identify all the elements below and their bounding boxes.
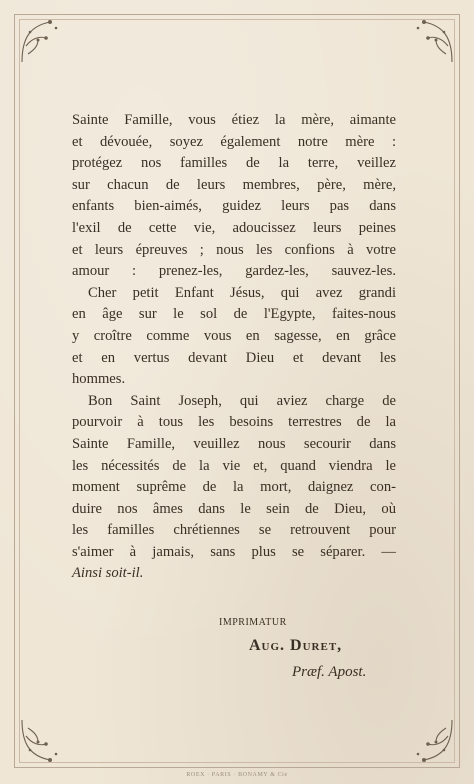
printer-imprint: ROEX · PARIS · BONAMY & Cie: [186, 772, 288, 778]
paragraph-enfant-jesus: [72, 283, 396, 391]
text-line: hommes.: [72, 371, 126, 388]
text-line: sur chacun de leurs membres, père, mère,: [72, 176, 396, 193]
text-line: les familles chrétiennes se retrouvent pour: [72, 522, 396, 539]
text-line: moment suprême de la mort, daignez con-: [72, 479, 396, 496]
flourish-ornament-icon: [16, 714, 68, 766]
text-line: pourvoir à tous les besoins terrestres de la: [72, 414, 396, 431]
text-line: Sainte Famille, veuillez nous secourir dans: [72, 435, 396, 452]
text-line: et dévouée, soyez également notre mère :: [72, 133, 396, 150]
text-line: Sainte Famille, vous étiez la mère, aimante: [72, 112, 396, 128]
text-line: et leurs épreuves ; nous les confions à votre: [72, 241, 396, 258]
text-line: duire nos âmes dans le sein de Dieu, où: [72, 500, 396, 517]
text-line: protégez nos familles de la terre, veillez: [72, 155, 396, 172]
text-line: s'aimer à jamais, sans plus se séparer. —: [72, 543, 396, 560]
text-line: y croître comme vous en sagesse, en grâce: [72, 327, 396, 344]
text-line: et en vertus devant Dieu et devant les: [72, 349, 396, 366]
text-line: l'exil de cette vie, adoucissez leurs peines: [72, 219, 396, 236]
flourish-ornament-icon: [406, 714, 458, 766]
text-line: Cher petit Enfant Jésus, qui avez grandi: [88, 284, 396, 301]
paragraph-sainte-famille: [72, 110, 396, 283]
text-line: amour : prenez-les, gardez-les, sauvez-les.: [72, 263, 396, 280]
text-line: les nécessités de la vie et, quand viendra le: [72, 457, 396, 474]
flourish-ornament-icon: [406, 16, 458, 68]
text-line: Bon Saint Joseph, qui aviez charge de: [88, 392, 396, 409]
text-line: enfants bien-aimés, guidez leurs pas dans: [72, 198, 396, 215]
closing-amen: Ainsi soit-il.: [72, 565, 144, 582]
paragraph-saint-joseph: [72, 391, 396, 585]
flourish-ornament-icon: [16, 16, 68, 68]
signer-title: Præf. Apost.: [292, 664, 367, 680]
imprimatur-label: IMPRIMATUR: [219, 617, 287, 628]
signer-name: Aug. Duret,: [249, 637, 343, 654]
text-line: en âge sur le sol de l'Egypte, faites-nous: [72, 306, 396, 323]
prayer-text: [72, 110, 396, 585]
